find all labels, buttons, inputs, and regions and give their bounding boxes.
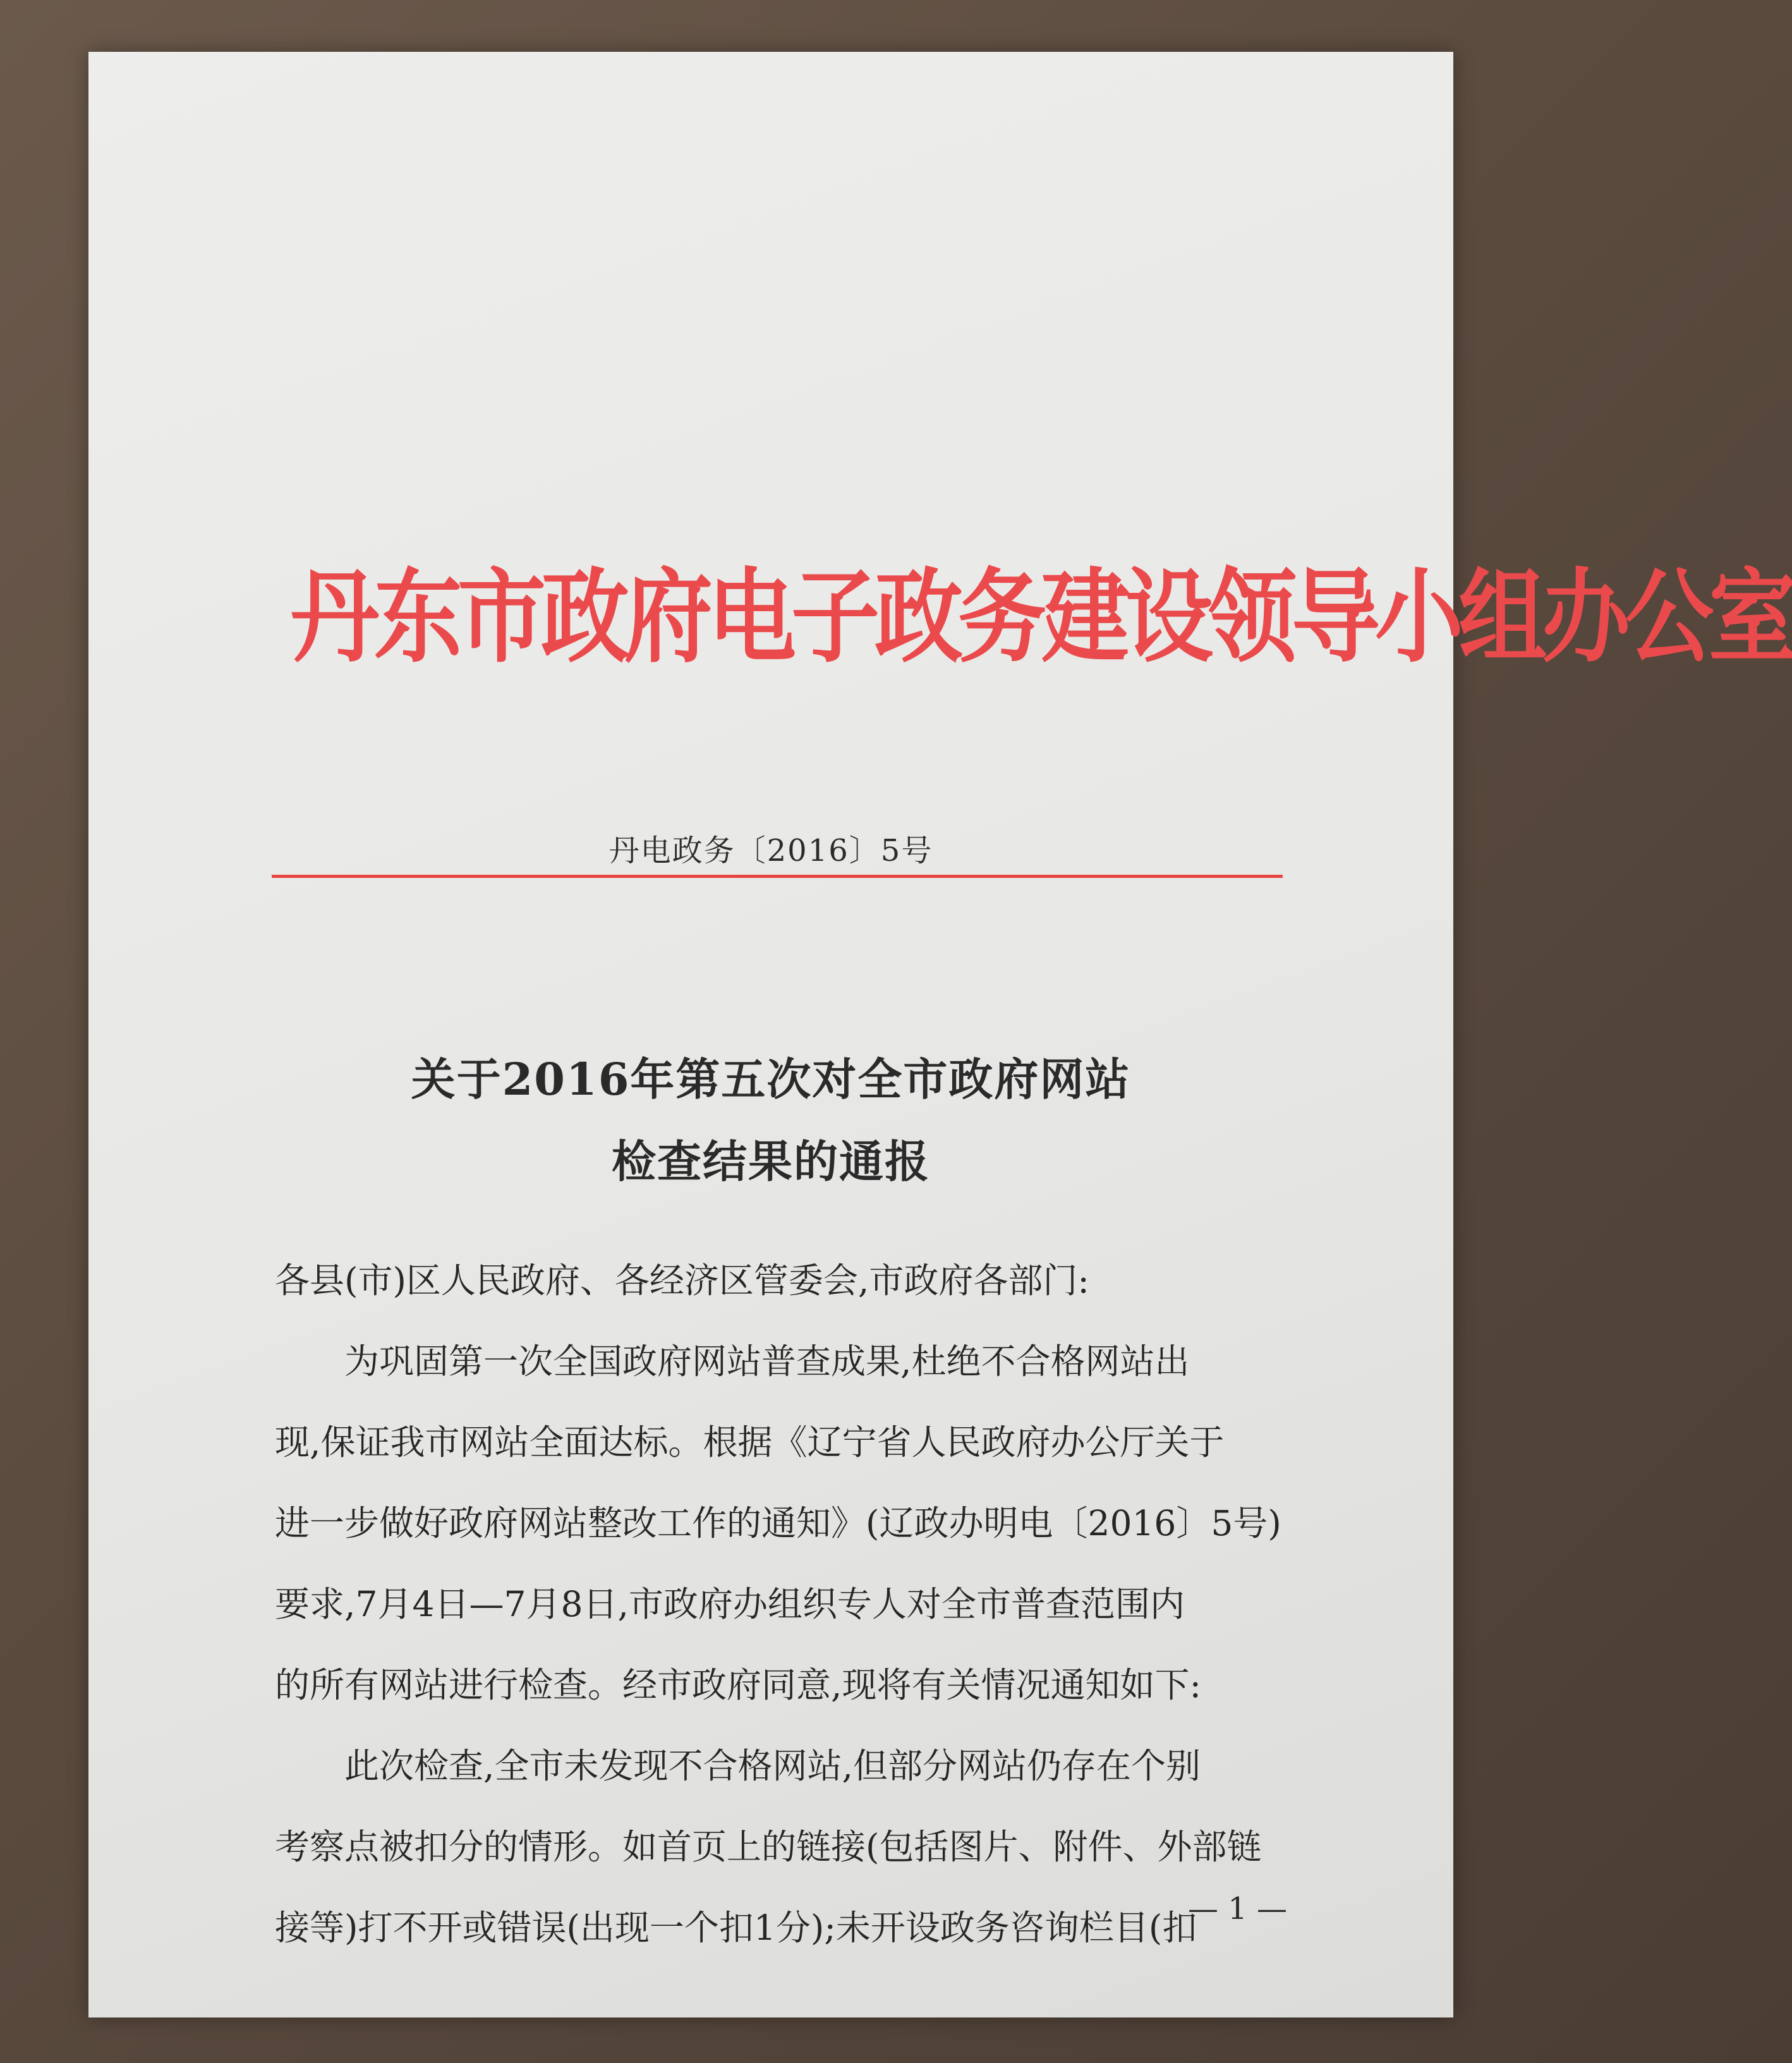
letterhead: 丹东市政府电子政务建设领导小组办公室 (291, 557, 1792, 678)
document-body (275, 1240, 1419, 1968)
document-title-line-2: 检查结果的通报 (612, 1135, 930, 1188)
page-number: — 1 — (1188, 1891, 1288, 1926)
body-line: 考察点被扣分的情形。如首页上的链接(包括图片、附件、外部链 (275, 1827, 1262, 1867)
red-divider-line (272, 875, 1283, 878)
document-number: 丹电政务〔2016〕5号 (608, 833, 933, 868)
paper-sheet (88, 52, 1792, 2017)
body-line: 进一步做好政府网站整改工作的通知》(辽政办明电〔2016〕5号) (275, 1503, 1281, 1543)
body-line: 接等)打不开或错误(出现一个扣1分);未开设政务咨询栏目(扣 (275, 1908, 1197, 1948)
body-line: 现,保证我市网站全面达标。根据《辽宁省人民政府办公厅关于 (275, 1422, 1225, 1463)
body-line: 为巩固第一次全国政府网站普查成果,杜绝不合格网站出 (344, 1341, 1190, 1382)
document-title-line-1: 关于2016年第五次对全市政府网站 (411, 1053, 1131, 1105)
salutation-line: 各县(市)区人民政府、各经济区管委会,市政府各部门: (275, 1260, 1089, 1301)
body-line: 要求,7月4日—7月8日,市政府办组织专人对全市普查范围内 (275, 1584, 1185, 1624)
body-line: 的所有网站进行检查。经市政府同意,现将有关情况通知如下: (275, 1665, 1202, 1705)
body-line: 此次检查,全市未发现不合格网站,但部分网站仍存在个别 (344, 1746, 1201, 1786)
